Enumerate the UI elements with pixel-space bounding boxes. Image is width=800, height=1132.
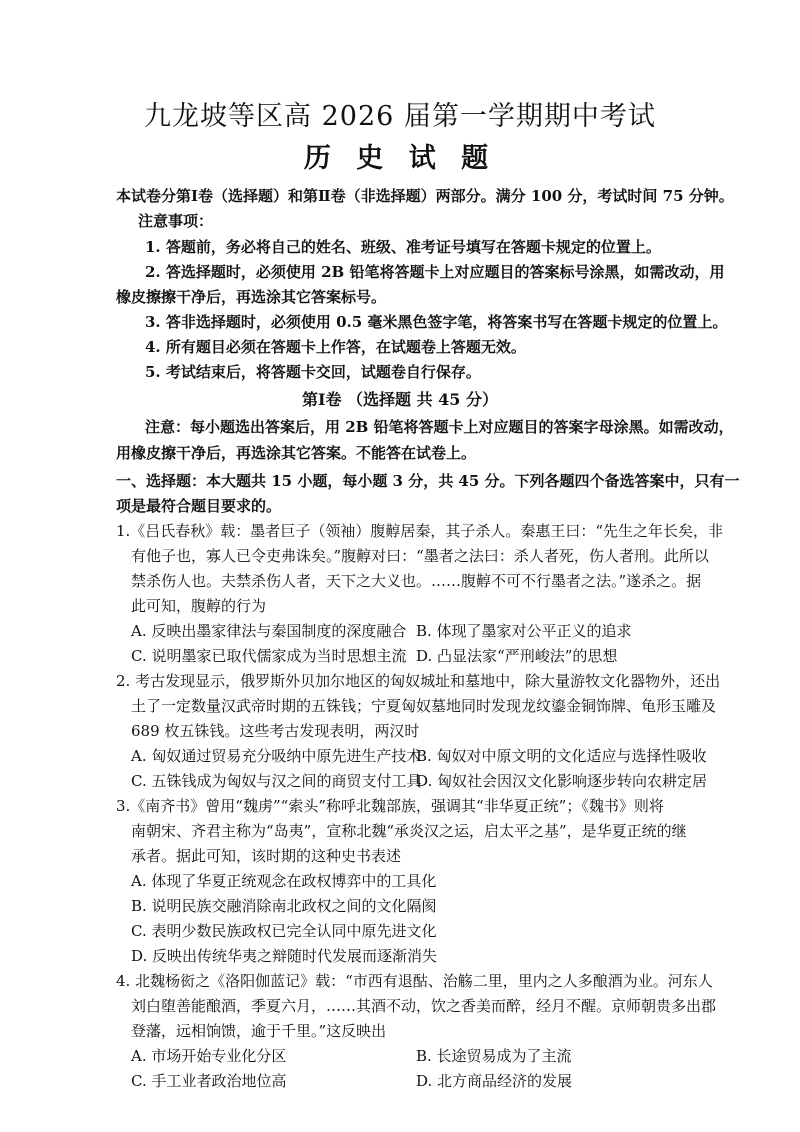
question-stem-line: 此可知，腹䵍的行为 [131,597,267,615]
option-c: C. 表明少数民族政权已完全认同中原先进文化 [131,922,437,940]
question-stem-line: 1.《吕氏春秋》载：墨者巨子（领袖）腹䵍居秦，其子杀人。秦惠王曰：“先生之年长矣，非 [116,522,723,540]
option-a: A. 反映出墨家律法与秦国制度的深度融合 [131,622,407,640]
option-c: C. 说明墨家已取代儒家成为当时思想主流 [131,647,407,665]
question-stem-line: 2. 考古发现显示，俄罗斯外贝加尔地区的匈奴城址和墓地中，除大量游牧文化器物外，还出 [116,672,721,690]
question-stem-line: 南朝宋、齐君主称为“岛夷”，宣称北魏“承炎汉之运，启太平之基”，是华夏正统的继 [131,822,687,840]
option-b: B. 体现了墨家对公平正义的追求 [416,622,632,640]
notice-item: 橡皮擦擦干净后，再选涂其它答案标号。 [116,288,387,306]
notice-item: 2. 答选择题时，必须使用 2B 铅笔将答题卡上对应题目的答案标号涂黑，如需改动，用 [145,263,725,281]
notice-item: 5. 考试结束后，将答题卡交回，试题卷自行保存。 [145,363,481,381]
option-d: D. 反映出传统华夷之辩随时代发展而逐渐消失 [131,947,438,965]
option-d: D. 匈奴社会因汉文化影响逐步转向农耕定居 [416,772,708,790]
question-stem-line: 刘白堕善能酿酒，季夏六月，……其酒不动，饮之香美而醉，经月不醒。京师朝贵多出郡 [131,997,717,1015]
option-c: C. 五铢钱成为匈奴与汉之间的商贸支付工具 [131,772,422,790]
question-stem-line: 禁杀伤人也。夫禁杀伤人者，天下之大义也。……腹䵍不可不行墨者之法。”遂杀之。据 [131,572,702,590]
option-d: D. 凸显法家“严刑峻法”的思想 [416,647,618,665]
option-b: B. 长途贸易成为了主流 [416,1047,572,1065]
exam-subject: 历 史 试 题 [303,143,497,174]
option-a: A. 体现了华夏正统观念在政权博弈中的工具化 [131,872,437,890]
question-stem-line: 4. 北魏杨衒之《洛阳伽蓝记》载：“市西有退酤、治觞二里，里内之人多酿酒为业。河东人 [116,972,713,990]
option-b: B. 匈奴对中原文明的文化适应与选择性吸收 [416,747,707,765]
question-stem-line: 土了一定数量汉武帝时期的五铢钱；宁夏匈奴墓地同时发现龙纹鎏金铜饰牌、龟形玉雕及 [131,697,717,715]
question-stem-line: 3.《南齐书》曾用“魏虏”“索头”称呼北魏部族，强调其“非华夏正统”；《魏书》则将 [116,797,664,815]
option-a: A. 市场开始专业化分区 [131,1047,287,1065]
question-stem-line: 有他子也，寡人已令吏弗诛矣。”腹䵍对曰：“墨者之法曰：杀人者死，伤人者刑。此所以 [131,547,709,565]
notice-item: 1. 答题前，务必将自己的姓名、班级、准考证号填写在答题卡规定的位置上。 [145,238,661,256]
section-instructions: 一、选择题：本大题共 15 小题，每小题 3 分，共 45 分。下列各题四个备选答案中，只有一 [116,472,740,490]
option-d: D. 北方商品经济的发展 [416,1072,573,1090]
question-stem-line: 689 枚五铢钱。这些考古发现表明，两汉时 [131,722,420,740]
exam-intro: 本试卷分第Ⅰ卷（选择题）和第Ⅱ卷（非选择题）两部分。满分 100 分，考试时间 75 分钟。 [116,187,734,205]
question-stem-line: 承者。据此可知，该时期的这种史书表述 [131,847,402,865]
section-title: 第Ⅰ卷 （选择题 共 45 分） [301,390,499,409]
notice-item: 3. 答非选择题时，必须使用 0.5 毫米黑色签字笔，将答案书写在答题卡规定的位置上。 [145,313,728,331]
section-instructions: 项是最符合题目要求的。 [116,497,282,515]
option-a: A. 匈奴通过贸易充分吸纳中原先进生产技术 [131,747,422,765]
exam-title: 九龙坡等区高 2026 届第一学期期中考试 [144,101,656,132]
notice-item: 4. 所有题目必须在答题卡上作答，在试题卷上答题无效。 [145,338,526,356]
section-note: 用橡皮擦干净后，再选涂其它答案。不能答在试卷上。 [116,444,477,462]
option-c: C. 手工业者政治地位高 [131,1072,287,1090]
section-note: 注意：每小题选出答案后，用 2B 铅笔将答题卡上对应题目的答案字母涂黑。如需改动， [145,418,734,436]
option-b: B. 说明民族交融消除南北政权之间的文化隔阂 [131,897,437,915]
notice-heading: 注意事项： [138,212,214,230]
question-stem-line: 登藩，远相饷馈，逾于千里。”这反映出 [131,1022,387,1040]
